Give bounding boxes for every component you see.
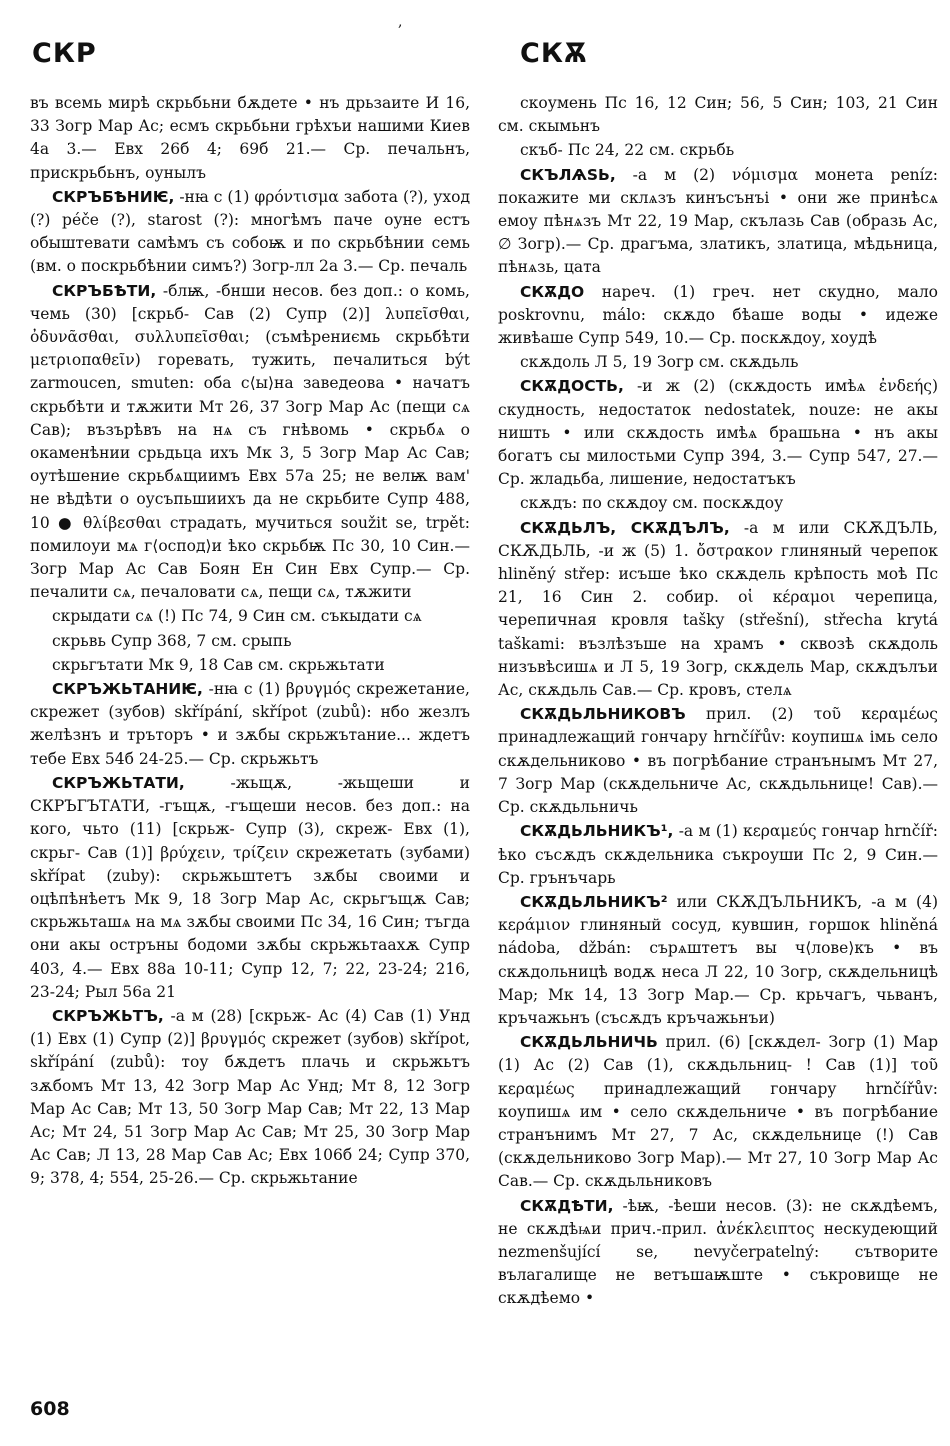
entry-headword: СКѪДО: [520, 282, 585, 301]
dictionary-entry: [498, 1031, 938, 1193]
dictionary-entry: [30, 280, 470, 605]
entry-text: -жьщѫ, -жьщеши и СКРЪГЪТАТИ, -гъщѫ, -гъщеши несов. без доп.: на кого, чьто (11) [скрьж- Супр (3), скреж- Евх (1), скрьг- Сав (1)] βρύχειν, τρίζειν скрежетать (зубами) skřípat (zuby): скрьжьштетъ зѫбы своими и оцѣпѣнѣетъ Мк 9, 18 Зогр Мар Ас, скрьгъщѫ Сав; скрьжьташѧ на мѧ зѫбы своими Пс 34, 16 Син; тъгда они акы остръны бодоми зѫбы скрьжьтаахѫ Супр 403, 4.— Евх 88а 10-11; Супр 12, 7; 22, 23-24; 216, 23-24; Рыл 56а 21: [30, 773, 470, 1001]
entry-headword: СКРЪБѢНИѤ,: [52, 187, 175, 206]
dictionary-entry: [498, 281, 938, 351]
entry-text: -а м или СКѪДЪЛЬ, СКѪДЬЛЬ, -и ж (5) 1. ὄστρακον глиняный черепок hliněný střep: исъше ѣко скѫдель крѣпость моѣ Пс 21, 16 Син 2. собир. οἱ κέραμοι черепица, черепичная кровля tašky (střešní), střecha krytá taškami: възлѣзъше на храмъ • сквозѣ скѫдоль низъвѣсишѧ и Л 5, 19 Зогр, скѫдель Мар, скѫдълъи Ас, скѫдьль Сав.— Ср. кровъ, стелѧ: [498, 518, 938, 700]
entry-headword: СКРЪБѢТИ,: [52, 281, 157, 300]
dictionary-entry: [30, 186, 470, 279]
entry-text: скрыдати сѧ (!) Пс 74, 9 Син см. съкыдати сѧ: [52, 607, 422, 626]
entry-text: -блѭ, -бнши несов. без доп.: о комь, чемь (30) [скрьб- Сав (2) Супр (2)] λυπεῖσθαι, ὀδυνᾶσθαι, συλλυπεῖσθαι; (съмѣрениємь скрьбѣти μετριοπαθεῖν) горевать, тужить, печалиться být zarmoucen, smuten: оба с⟨ы⟩на заведеова • начатъ скрьбѣти и тѫжити Мт 26, 37 Зогр Мар Ас (пещи сѧ Сав); възърѣвъ на нѧ съ гнѣвомь • скрьбѧ о окаменѣнии срьдьца ихъ Мк 3, 5 Зогр Мар Ас Сав; оутѣшение скрьбѧщиимъ Евх 57а 25; не велѭ вам' не вѣдѣти о оусъпьшиихъ да не скрьбите Супр 488, 10 ● θλίβεσθαι страдать, мучиться soužit se, trpět: помилоуи мѧ г⟨оспод⟩и ѣко скрьбѭ Пс 30, 10 Син.— Зогр Мар Ас Сав Боян Ен Син Евх Супр.— Ср. печалити сѧ, печаловати сѧ, пещи сѧ, тѫжити: [30, 281, 470, 602]
dictionary-entry: [30, 654, 470, 677]
dictionary-entry: [30, 772, 470, 1004]
dictionary-entry: [498, 375, 938, 491]
entry-text: -а м (2) νόμισμα монета peníz: покажите ми склѧзъ кинъсънъі • они же принѣсѧ емоу пѣнѧзъ Мт 22, 19 Мар, скълазь Сав (образь Ас, ∅ Зогр).— Ср. драгъма, златикъ, златица, мѣдьница, пѣнѧзь, цата: [498, 165, 938, 277]
entry-text: -и ж (2) (скѫдость имѣѧ ἐνδεής) скудность, недостаток nedostatek, nouze: не акы ништь • или скѫдость имѣѧ брашьна • нъ акы богатъ сы милостьми Супр 394, 3.— Супр 547, 27.— Ср. жладьба, лишение, недостатъкъ: [498, 377, 938, 489]
dictionary-entry: [498, 1195, 938, 1311]
dictionary-entry: [498, 517, 938, 703]
dictionary-entry: [30, 92, 470, 185]
entry-headword: СКѪДЬЛЬНИКЪ²: [520, 892, 668, 911]
dictionary-entry: [30, 605, 470, 628]
entry-text: -а м (1) κεραμεύς гончар hrnčíř: ѣко съсѫдъ скѫдельника съкроуши Пс 2, 9 Син.— Ср. грънъчарь: [498, 822, 938, 887]
dictionary-entry: [30, 678, 470, 771]
dictionary-entry: [498, 891, 938, 1030]
entry-headword: СКѪДЬЛЬНИЧЬ: [520, 1033, 658, 1052]
dictionary-entry: [498, 139, 938, 162]
dictionary-entry: [30, 630, 470, 653]
right-column: [498, 92, 938, 1312]
dictionary-entry: [498, 492, 938, 515]
entry-headword: СКРЪЖЬТЪ,: [52, 1006, 164, 1025]
dictionary-entry: [30, 1005, 470, 1191]
entry-text: скрьвь Супр 368, 7 см. срыпь: [52, 631, 292, 650]
entry-text: нареч. (1) греч. нет скудно, мало poskrovnu, málo: скѫдо бѣаше воды • идеже живѣаше Супр 549, 10.— Ср. поскѫдоу, хоудѣ: [498, 282, 938, 348]
entry-text: -ѣѭ, -ѣеши несов. (3): не скѫдѣемъ, не скѫдѣѩи прич.-прил. ἀνέκλειπτος нескудеющий nezmenšující se, nevyčerpatelný: сътворите вълагалище не ветъшаѭште • съкровище не скѫдѣемо •: [498, 1196, 938, 1308]
entry-text: скѫдоль Л 5, 19 Зогр см. скѫдьль: [520, 353, 799, 372]
running-head-left: СКР: [32, 38, 97, 69]
entry-headword: СКѪДЬЛЬНИКОВЪ: [520, 705, 686, 724]
entry-headword: СКРЪЖЬТАТИ,: [52, 773, 185, 792]
entry-text: прил. (2) τοῦ κεραμέως принадлежащий гончару hrnčířův: коупишѧ імь село скѫдельниково • въ погрѣбание странънымъ Мт 27, 7 Зогр Мар (скѫдельниче Ас, скѫдьльнице! Сав).— Ср. скѫдьльничь: [498, 705, 938, 817]
dictionary-entry: [498, 92, 938, 138]
running-head-right: СКѪ: [520, 38, 588, 69]
entry-headword: СКѪДОСТЬ,: [520, 377, 624, 396]
print-mark: ,: [398, 14, 403, 30]
entry-text: скрьгътати Мк 9, 18 Сав см. скрьжьтати: [52, 655, 385, 674]
dictionary-entry: [498, 164, 938, 280]
entry-headword: СКЪЛѦЅЬ,: [520, 165, 616, 184]
entry-headword: СКѪДЬЛЪ, СКѪДЪЛЪ,: [520, 518, 730, 537]
entry-headword: СКѪДѢТИ,: [520, 1196, 614, 1215]
entry-text: прил. (6) [скѫдел- Зогр (1) Мар (1) Ас (2) Сав (1), скѫдьльниц- ! Сав (1)] τοῦ κεραμέως принадлежащий гончару hrnčířův: коупишѧ им • село скѫдельниче • въ погрѣбание странънимъ Мт 27, 7 Ас, скѫдельнице (!) Сав (скѫдельниково Зогр Мар).— Мт 27, 10 Зогр Мар Ас Сав.— Ср. скѫдьльниковъ: [498, 1033, 938, 1191]
entry-headword: СКѪДЬЛЬНИКЪ¹,: [520, 822, 674, 841]
entry-text: въ всемь мирѣ скрьбьни бѫдете • нъ дрьзаите И 16, 33 Зогр Мар Ас; есмъ скрьбьни грѣхъи нашими Киев 4а 3.— Евх 26б 4; 69б 21.— Ср. печальнъ, прискрьбьнъ, оунылъ: [30, 94, 470, 182]
entry-text: скѫдъ: по скѫдоу см. поскѫдоу: [520, 494, 784, 513]
page-number: 608: [30, 1398, 70, 1420]
entry-text: или СКѪДЪЛЬНИКЪ, -а м (4) κεράμιον глиняный сосуд, кувшин, горшок hliněná nádoba, džbán: сърѧштетъ вы ч⟨лове⟩къ • въ скѫдольницѣ водѫ неса Л 22, 10 Зогр, скѫдельницѣ Мар; Мк 14, 13 Зогр Мар.— Ср. крьчагъ, чьванъ, кръчажьнъ (съсѫдъ кръчажьнъи): [498, 892, 938, 1027]
entry-text: -нꙗ с (1) βρυγμός скрежетание, скрежет (зубов) skřípání, skřípot (zubů): нбо жезлъ желѣзнъ и тръторъ • и зѫбы скрьжътание... ждетъ тебе Евх 54б 24-25.— Ср. скрьжьтъ: [30, 680, 470, 768]
dictionary-entry: [498, 703, 938, 819]
dictionary-entry: [498, 820, 938, 890]
left-column: [30, 92, 470, 1192]
entry-text: -нꙗ с (1) φρόντισμα забота (?), уход (?) péče (?), starost (?): многѣмъ паче оуне естъ обыштевати самѣмъ съ собоѭ и по скрьбѣнии семь (вм. о поскрьбѣнии симъ?) Зогр-лл 2а 3.— Ср. печаль: [30, 187, 471, 276]
entry-text: скъб- Пс 24, 22 см. скрьбь: [520, 141, 735, 160]
entry-headword: СКРЪЖЬТАНИѤ,: [52, 680, 203, 699]
dictionary-entry: [498, 351, 938, 374]
entry-text: -а м (28) [скрьж- Ас (4) Сав (1) Унд (1) Евх (1) Супр (2)] βρυγμός скрежет (зубов) skřípot, skřípání (zubů): тоу бѫдетъ плачь и скрьжьтъ зѫбомъ Мт 13, 42 Зогр Мар Ас Унд; Мт 8, 12 Зогр Мар Ас Сав; Мт 13, 50 Зогр Мар Сав; Мт 22, 13 Мар Ас; Мт 24, 51 Зогр Мар Ас Сав; Мт 25, 30 Зогр Мар Ас Сав; Л 13, 28 Мар Сав Ас; Евх 106б 24; Супр 370, 9; 378, 4; 554, 25-26.— Ср. скрьжьтание: [30, 1006, 470, 1188]
entry-text: скоумень Пс 16, 12 Син; 56, 5 Син; 103, 21 Син см. скымьнъ: [498, 94, 938, 136]
